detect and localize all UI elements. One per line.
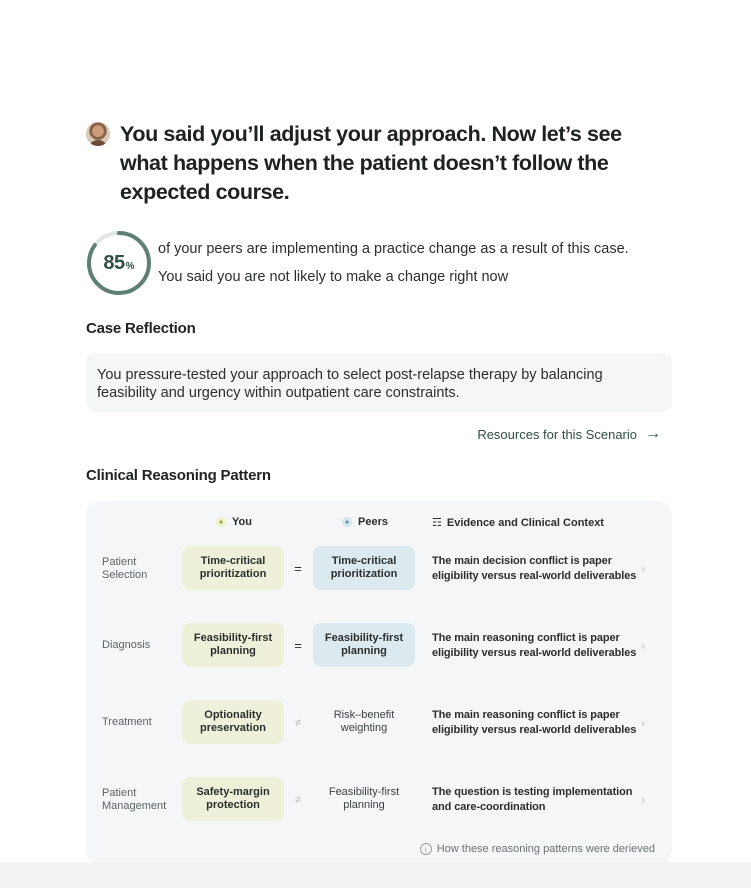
case-reflection-title: Case Reflection — [86, 320, 196, 337]
percent-sign: % — [125, 260, 135, 272]
book-icon: ☶ — [432, 517, 442, 529]
bottom-bar — [0, 862, 751, 888]
column-you-label: You — [232, 516, 252, 528]
user-stat-text: You said you are not likely to make a change right now — [158, 269, 509, 285]
reasoning-derivation-label: How these reasoning patterns were derieved — [436, 843, 655, 855]
evidence-text: The question is testing implementation and care-coordination — [432, 786, 633, 813]
page-headline: You said you’ll adjust your approach. Now let’s see what happens when the patient doesn’t follow the expected course. — [120, 122, 622, 204]
reasoning-derivation-link[interactable] — [420, 843, 655, 855]
row-label: Patient Management — [102, 787, 167, 812]
row-label: Patient Selection — [102, 556, 148, 581]
column-evidence-label: Evidence and Clinical Context — [446, 516, 604, 529]
progress-ring-label — [86, 230, 152, 296]
chevron-right-icon[interactable]: › — [641, 561, 646, 576]
not-equal-icon: ≠ — [294, 717, 302, 729]
column-peers-label: Peers — [358, 516, 388, 528]
chevron-right-icon[interactable]: › — [641, 792, 646, 807]
chevron-right-icon[interactable]: › — [641, 715, 646, 730]
evidence-text: The main reasoning conflict is paper eligibility versus real-world deliverables — [432, 632, 637, 659]
you-icon: ● — [216, 517, 226, 527]
peer-stat — [86, 230, 686, 296]
avatar — [86, 122, 110, 146]
case-reflection-box: You pressure-tested your approach to select post-relapse therapy by balancing feasibility and urgency within outpatient care constraints. — [86, 353, 672, 412]
evidence-text: The main reasoning conflict is paper eligibility versus real-world deliverables — [432, 709, 637, 736]
info-icon: i — [420, 843, 432, 855]
column-header-evidence — [432, 516, 604, 529]
row-label: Diagnosis — [102, 639, 151, 651]
column-header-you — [216, 516, 252, 528]
equal-icon: = — [294, 638, 302, 653]
not-equal-icon: ≠ — [294, 794, 302, 806]
headline-block — [86, 120, 686, 207]
peers-pattern-text: Risk–benefit weighting — [333, 709, 395, 734]
column-header-peers — [342, 516, 388, 528]
you-pattern-pill: Safety-margin protection — [182, 777, 284, 821]
peer-stat-text: of your peers are implementing a practice change as a result of this case. — [158, 241, 629, 257]
resources-link[interactable] — [477, 425, 661, 443]
peers-icon: ● — [342, 517, 352, 527]
chevron-right-icon[interactable]: › — [641, 638, 646, 653]
evidence-text: The main decision conflict is paper eligibility versus real-world deliverables — [432, 555, 637, 582]
you-pattern-pill: Optionality preservation — [182, 700, 284, 744]
you-pattern-pill: Feasibility-first planning — [182, 623, 284, 667]
reasoning-pattern-title: Clinical Reasoning Pattern — [86, 467, 271, 484]
arrow-right-icon: → — [645, 425, 661, 442]
percent-value: 85 — [103, 251, 125, 274]
peers-pattern-pill: Time-critical prioritization — [313, 546, 415, 590]
row-label: Treatment — [102, 716, 152, 728]
resources-link-label: Resources for this Scenario — [477, 426, 637, 442]
peers-pattern-pill: Feasibility-first planning — [313, 623, 415, 667]
peers-pattern-text: Feasibility-first planning — [328, 786, 400, 811]
you-pattern-pill: Time-critical prioritization — [182, 546, 284, 590]
equal-icon: = — [294, 561, 302, 576]
